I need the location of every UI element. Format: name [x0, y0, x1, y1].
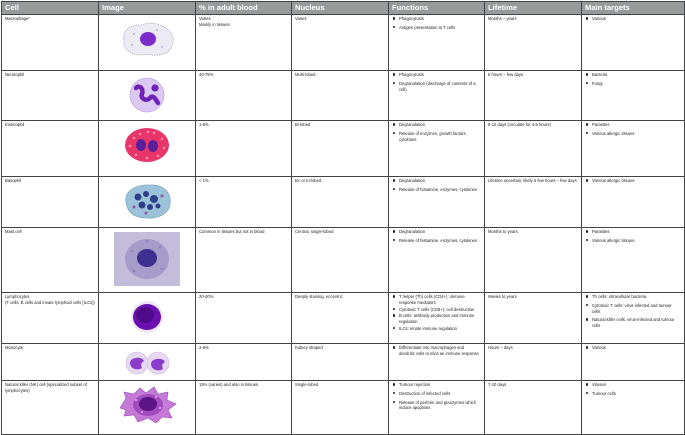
- eosinophil-image: [112, 124, 182, 166]
- target-item: Viruses: [592, 382, 681, 388]
- lymphocyte-image: [112, 296, 182, 338]
- targets-list: [582, 228, 685, 293]
- functions-list: [389, 71, 485, 121]
- target-item: Th cells: intracellular bacteria: [592, 294, 681, 300]
- header-lifetime: Lifetime: [485, 2, 582, 15]
- header-cell: Cell: [2, 2, 99, 15]
- table-row: [2, 177, 685, 228]
- image-cell: [99, 15, 196, 71]
- lifetime-value: Months to years: [485, 228, 582, 293]
- target-item: Cytotoxic T cells: virus infected and tumour cells: [592, 303, 681, 314]
- image-cell: [99, 71, 196, 121]
- image-cell: [99, 228, 196, 293]
- function-item: Destruction of infected cells: [399, 391, 481, 397]
- function-item: Release of enzymes, growth factors, cytokines: [399, 131, 481, 142]
- header-targets: Main targets: [582, 2, 685, 15]
- function-item: Degranulation (discharge of contents of a cell): [399, 81, 481, 92]
- table-row: [2, 71, 685, 121]
- immune-cells-table: [1, 1, 685, 435]
- function-item: Antigen presentation to T cells: [399, 25, 481, 31]
- functions-list: [389, 381, 485, 435]
- function-item: Differentiate into macrophages and dendritic cells to elicit an immune response: [399, 345, 481, 356]
- function-item: Release of perforin and granzymes which induce apoptosis: [399, 400, 481, 411]
- nucleus-value: Multi-lobed: [292, 71, 389, 121]
- monocyte-image: [112, 347, 182, 377]
- function-item: Release of histamine, enzymes, cytokines: [399, 238, 481, 244]
- nucleus-value: Bi- or tri-lobed: [292, 177, 389, 228]
- mast-cell-image: [112, 231, 182, 287]
- header-functions: Functions: [389, 2, 485, 15]
- target-item: Parasites: [592, 229, 681, 235]
- image-cell: [99, 177, 196, 228]
- lifetime-value: Lifetime uncertain; likely a few hours – few days: [485, 177, 582, 228]
- percent-value: 2-6%: [196, 344, 292, 381]
- percent-value: 1-6%: [196, 121, 292, 177]
- function-item: ILCs: innate immune regulation: [399, 326, 481, 332]
- functions-list: [389, 293, 485, 344]
- targets-list: [582, 293, 685, 344]
- neutrophil-image: [112, 74, 182, 116]
- targets-list: [582, 71, 685, 121]
- percent-value: Varies Mainly in tissues: [196, 15, 292, 71]
- header-nucleus: Nucleus: [292, 2, 389, 15]
- cell-name: Basophil: [2, 177, 99, 228]
- table-row: [2, 344, 685, 381]
- image-cell: [99, 381, 196, 435]
- nucleus-value: Varies: [292, 15, 389, 71]
- function-item: Tumour rejection: [399, 382, 481, 388]
- functions-list: [389, 228, 485, 293]
- lifetime-value: 7-10 days: [485, 381, 582, 435]
- table-row: [2, 15, 685, 71]
- nucleus-value: Single-lobed: [292, 381, 389, 435]
- targets-list: [582, 344, 685, 381]
- targets-list: [582, 381, 685, 435]
- function-item: Release of histamine, enzymes, cytokines: [399, 187, 481, 193]
- function-item: Phagocytosis: [399, 16, 481, 22]
- cell-name: Mast cell: [2, 228, 99, 293]
- nucleus-value: Central, single-lobed: [292, 228, 389, 293]
- targets-list: [582, 15, 685, 71]
- header-image: Image: [99, 2, 196, 15]
- function-item: T helper (Th) cells (CD4+): immune response mediators: [399, 294, 481, 305]
- basophil-image: [112, 180, 182, 222]
- lifetime-value: Weeks to years: [485, 293, 582, 344]
- target-item: Natural killer cells: virus-infected and tumour cells: [592, 317, 681, 328]
- cell-name: Eosinophil: [2, 121, 99, 177]
- target-item: Various allergic tissues: [592, 131, 681, 137]
- function-item: Degranulation: [399, 229, 481, 235]
- functions-list: [389, 177, 485, 228]
- header-percent: % in adult blood: [196, 2, 292, 15]
- header-row: [2, 2, 685, 15]
- functions-list: [389, 344, 485, 381]
- image-cell: [99, 344, 196, 381]
- cell-name: Lymphocytes (T cells, B cells and innate lymphoid cells [ILCs]): [2, 293, 99, 344]
- cell-name: Natural killer (NK) cell (specialized subset of lymphocytes): [2, 381, 99, 435]
- percent-value: 40-75%: [196, 71, 292, 121]
- percent-value: 20-40%: [196, 293, 292, 344]
- cell-name: Neutrophil: [2, 71, 99, 121]
- functions-list: [389, 121, 485, 177]
- nucleus-value: Kidney shaped: [292, 344, 389, 381]
- percent-value: 15% (varies) and also in tissues: [196, 381, 292, 435]
- target-item: Parasites: [592, 122, 681, 128]
- lifetime-value: 8-12 days (circulate for 4-5 hours): [485, 121, 582, 177]
- function-item: Degranulation: [399, 122, 481, 128]
- target-item: Various: [592, 345, 681, 351]
- functions-list: [389, 15, 485, 71]
- cell-name: Macrophage*: [2, 15, 99, 71]
- percent-value: < 1%: [196, 177, 292, 228]
- target-item: Tumour cells: [592, 391, 681, 397]
- function-item: Phagocytosis: [399, 72, 481, 78]
- targets-list: [582, 121, 685, 177]
- lifetime-value: 6 hours – few days: [485, 71, 582, 121]
- table-row: [2, 228, 685, 293]
- nucleus-value: Bi-lobed: [292, 121, 389, 177]
- percent-value: Common in tissues but not in blood: [196, 228, 292, 293]
- target-item: Fungi: [592, 81, 681, 87]
- macrophage-image: [112, 18, 182, 60]
- targets-list: [582, 177, 685, 228]
- nk-cell-image: [112, 384, 182, 426]
- table-row: [2, 381, 685, 435]
- function-item: Cytotoxic T cells (CD8+): cell destruction: [399, 307, 481, 313]
- cell-name: Monocyte: [2, 344, 99, 381]
- target-item: Various: [592, 16, 681, 22]
- target-item: Bacteria: [592, 72, 681, 78]
- lifetime-value: Months – years: [485, 15, 582, 71]
- lifetime-value: Hours – days: [485, 344, 582, 381]
- table-row: [2, 121, 685, 177]
- image-cell: [99, 293, 196, 344]
- image-cell: [99, 121, 196, 177]
- target-item: Various allergic tissues: [592, 178, 681, 184]
- nucleus-value: Deeply staining, eccentric: [292, 293, 389, 344]
- function-item: B cells: antibody production and immune regulation: [399, 313, 481, 324]
- target-item: Various allergic tissues: [592, 238, 681, 244]
- function-item: Degranulation: [399, 178, 481, 184]
- table-row: [2, 293, 685, 344]
